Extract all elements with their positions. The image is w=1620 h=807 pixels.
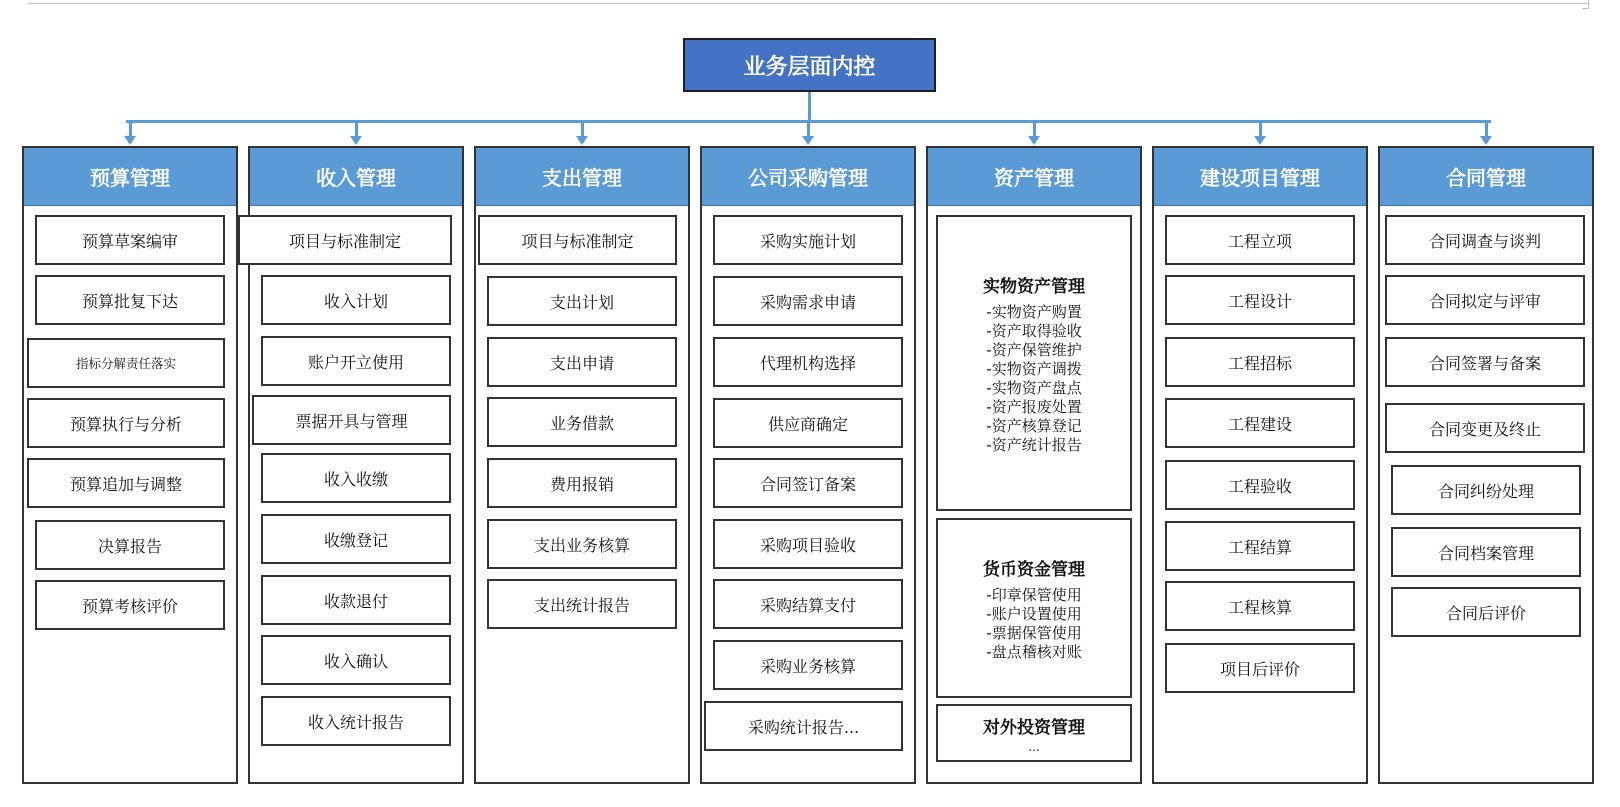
arrow-head (1254, 136, 1266, 145)
column-contracts (1378, 146, 1594, 784)
item-box: 费用报销 (487, 458, 677, 508)
item-box: 决算报告 (35, 520, 225, 570)
item-box: 工程设计 (1165, 275, 1355, 325)
branch-drop-line (807, 121, 810, 137)
column-revenue (248, 146, 464, 784)
item-box: 预算追加与调整 (27, 458, 225, 508)
branch-drop-line (355, 121, 358, 137)
item-box: 采购业务核算 (713, 640, 903, 690)
item-box: 收款退付 (261, 575, 451, 625)
list-item: -实物资产盘点 (986, 378, 1082, 397)
list-item: -盘点稽核对账 (986, 642, 1082, 661)
item-box: 票据开具与管理 (252, 395, 451, 445)
section-monetary-funds (936, 518, 1132, 698)
section-list (1028, 740, 1039, 754)
column-construction (1152, 146, 1368, 784)
list-item: ... (1028, 739, 1040, 754)
list-item: -实物资产购置 (986, 302, 1082, 321)
list-item: -印章保管使用 (986, 585, 1082, 604)
arrow-head (802, 136, 814, 145)
column-assets (926, 146, 1142, 784)
item-box: 收缴登记 (261, 514, 451, 564)
item-box: 账户开立使用 (261, 336, 451, 386)
item-box: 工程建设 (1165, 398, 1355, 448)
column-expenditure (474, 146, 690, 784)
column-header: 收入管理 (250, 148, 462, 206)
item-box: 预算批复下达 (35, 275, 225, 325)
arrow-head (1028, 136, 1040, 145)
item-box: 收入确认 (261, 635, 451, 685)
item-box: 合同调查与谈判 (1385, 215, 1585, 265)
section-list (986, 586, 1081, 662)
item-box: 采购实施计划 (713, 215, 903, 265)
item-box: 供应商确定 (713, 398, 903, 448)
column-header: 建设项目管理 (1154, 148, 1366, 206)
column-header: 公司采购管理 (702, 148, 914, 206)
item-box: 工程招标 (1165, 337, 1355, 387)
item-box: 采购需求申请 (713, 276, 903, 326)
column-header: 预算管理 (24, 148, 236, 206)
item-box: 合同变更及终止 (1385, 403, 1585, 453)
item-box: 支出计划 (487, 276, 677, 326)
branch-drop-line (1259, 121, 1262, 137)
item-box: 指标分解责任落实 (27, 338, 225, 388)
root-connector (808, 92, 811, 122)
item-box: 合同纠纷处理 (1391, 465, 1581, 515)
section-title: 实物资产管理 (983, 276, 1085, 297)
item-box: 支出申请 (487, 337, 677, 387)
arrow-head (576, 136, 588, 145)
item-box: 合同签署与备案 (1385, 337, 1585, 387)
list-item: -资产核算登记 (986, 416, 1082, 435)
list-item: -票据保管使用 (986, 623, 1082, 642)
top-border-corner (1582, 0, 1589, 9)
item-box: 收入收缴 (261, 453, 451, 503)
item-box: 项目与标准制定 (478, 215, 677, 265)
item-box: 收入统计报告 (261, 696, 451, 746)
item-box: 合同后评价 (1391, 587, 1581, 637)
item-box: 代理机构选择 (713, 337, 903, 387)
arrow-head (1480, 136, 1492, 145)
section-list (986, 303, 1081, 455)
section-physical-assets (936, 215, 1132, 511)
arrow-head (124, 136, 136, 145)
item-box: 合同签订备案 (713, 458, 903, 508)
item-box: 采购结算支付 (713, 579, 903, 629)
item-box: 预算执行与分析 (27, 398, 225, 448)
item-box: 业务借款 (487, 397, 677, 447)
item-box: 支出统计报告 (487, 579, 677, 629)
branch-drop-line (1033, 121, 1036, 137)
branch-drop-line (1485, 121, 1488, 137)
item-box: 收入计划 (261, 275, 451, 325)
column-procurement (700, 146, 916, 784)
list-item: -账户设置使用 (986, 604, 1082, 623)
item-box: 工程结算 (1165, 521, 1355, 571)
list-item: -资产报废处置 (986, 397, 1082, 416)
item-box: 工程验收 (1165, 460, 1355, 510)
list-item: -实物资产调拨 (986, 359, 1082, 378)
list-item: -资产保管维护 (986, 340, 1082, 359)
list-item: -资产取得验收 (986, 321, 1082, 340)
root-node: 业务层面内控 (683, 38, 936, 92)
section-title: 货币资金管理 (983, 559, 1085, 580)
item-box: 采购统计报告... (704, 701, 903, 751)
section-external-investment (936, 704, 1132, 762)
branch-drop-line (581, 121, 584, 137)
column-budget (22, 146, 238, 784)
section-title: 对外投资管理 (983, 717, 1085, 738)
branch-drop-line (129, 121, 132, 137)
item-box: 项目后评价 (1165, 643, 1355, 693)
item-box: 预算考核评价 (35, 580, 225, 630)
top-border-line (28, 0, 1588, 4)
item-box: 支出业务核算 (487, 519, 677, 569)
arrow-head (350, 136, 362, 145)
item-box: 采购项目验收 (713, 519, 903, 569)
item-box: 工程核算 (1165, 581, 1355, 631)
column-header: 支出管理 (476, 148, 688, 206)
item-box: 预算草案编审 (35, 215, 225, 265)
list-item: -资产统计报告 (986, 435, 1082, 454)
item-box: 合同拟定与评审 (1385, 275, 1585, 325)
column-header: 合同管理 (1380, 148, 1592, 206)
item-box: 项目与标准制定 (238, 215, 452, 265)
item-box: 合同档案管理 (1391, 527, 1581, 577)
item-box: 工程立项 (1165, 215, 1355, 265)
column-header: 资产管理 (928, 148, 1140, 206)
